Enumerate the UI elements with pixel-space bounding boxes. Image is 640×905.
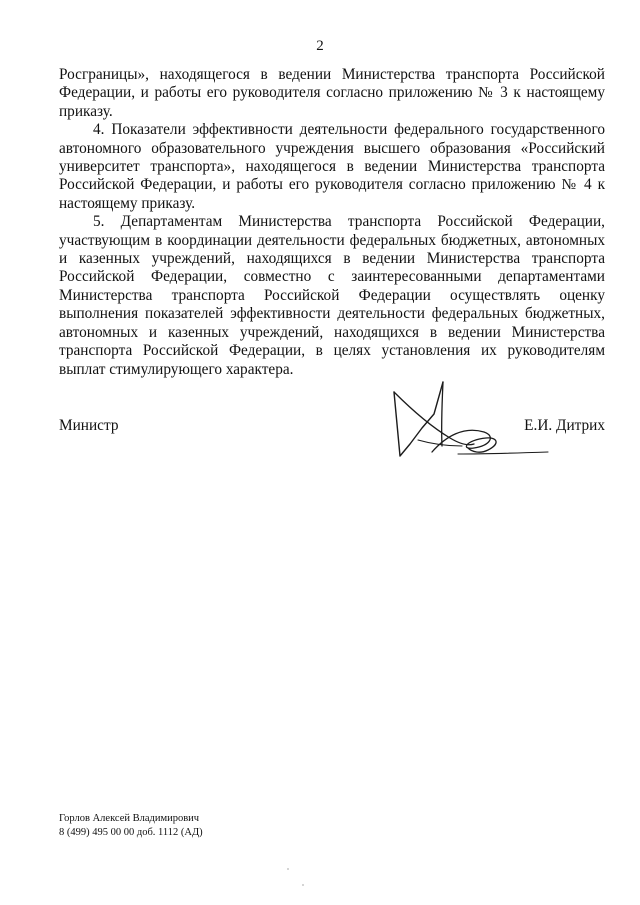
contact-phone: 8 (499) 495 00 00 доб. 1112 (АД) — [59, 827, 203, 838]
signer-name: Е.И. Дитрих — [524, 417, 605, 434]
handwritten-signature — [388, 374, 558, 464]
signer-title: Министр — [59, 417, 119, 434]
contact-name: Горлов Алексей Владимирович — [59, 813, 200, 824]
paragraph-continuation: Росграницы», находящегося в ведении Министерства транспорта Российской Федерации, и работы его руководителя согласно приложению № 3 к настоящему приказу. — [59, 66, 605, 120]
scan-artifact — [287, 868, 289, 870]
contact-info — [59, 812, 203, 840]
paragraph-item-4: 4. Показатели эффективности деятельности федерального государственного автономного образовательного учреждения высшего образования «Российский университет транспорта», находящегося в ведении Министерства транспорта Российской Федерации, и работы его руководителя согласно приложению № 4 к настоящему приказу. — [59, 121, 605, 212]
paragraph-item-5: 5. Департаментам Министерства транспорта Российской Федерации, участвующим в координации деятельности федеральных бюджетных, автономных и казенных учреждений, находящихся в ведении Министерства транспорта Российской Федерации, совместно с заинтересованными департаментами Министерства транспорта Российской Федерации осуществлять оценку выполнения показателей эффективности деятельности федеральных бюджетных, автономных и казенных учреждений, находящихся в ведении Министерства транспорта Российской Федерации, в целях установления их руководителям выплат стимулирующего характера. — [59, 213, 605, 378]
scan-artifact — [302, 884, 304, 886]
document-body — [59, 66, 605, 379]
page-number: 2 — [316, 38, 324, 54]
